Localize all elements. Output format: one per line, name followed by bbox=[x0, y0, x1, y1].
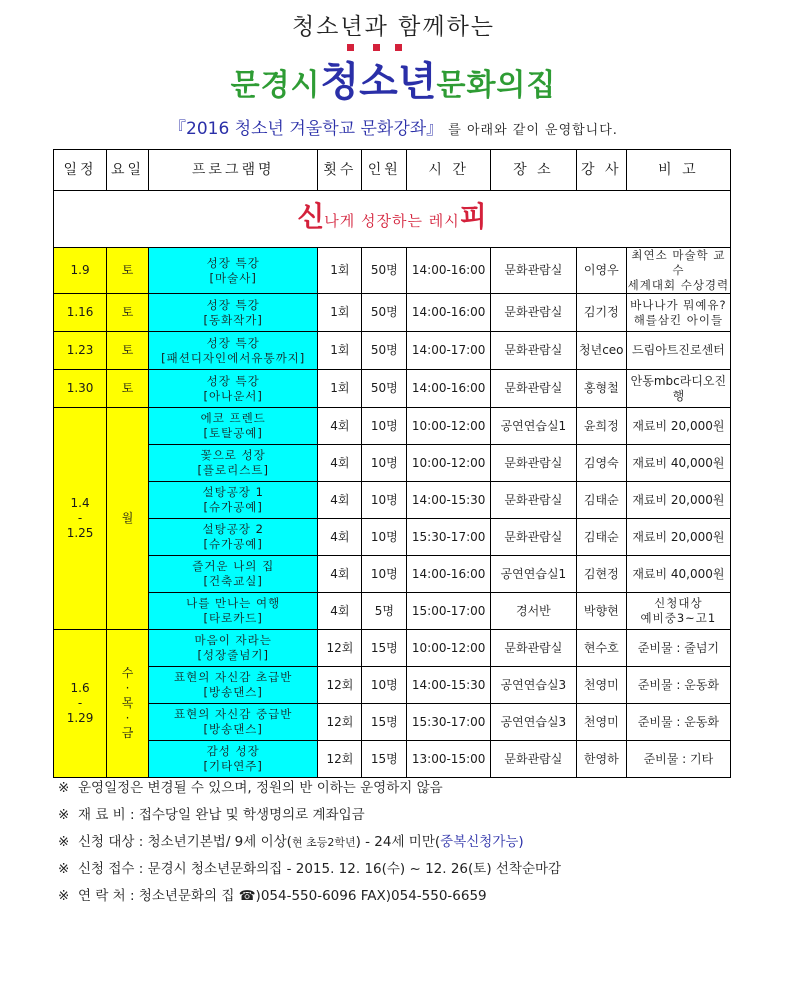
place-cell: 공연연습실3 bbox=[491, 667, 577, 704]
program-name: 마음이 자라는 bbox=[194, 633, 272, 647]
count-cell: 4회 bbox=[318, 556, 362, 593]
count-cell: 1회 bbox=[318, 248, 362, 294]
teacher-cell: 현수호 bbox=[576, 630, 626, 667]
logo-part-house: 문화의집 bbox=[436, 68, 557, 103]
program-cell bbox=[148, 408, 318, 445]
day-char: 목 bbox=[121, 696, 134, 710]
banner-big-1: 신 bbox=[297, 199, 325, 233]
program-sub: [방송댄스] bbox=[203, 722, 263, 736]
people-cell: 10명 bbox=[362, 556, 407, 593]
note-cell: 재료비 20,000원 bbox=[626, 482, 730, 519]
program-cell bbox=[148, 593, 318, 630]
place-cell: 문화관람실 bbox=[491, 519, 577, 556]
program-sub: [기타연주] bbox=[203, 759, 263, 773]
date-cell: 1.9 bbox=[54, 248, 107, 294]
program-name: 성장 특강 bbox=[206, 255, 260, 270]
date-cell: 1.23 bbox=[54, 332, 107, 370]
note-text-small: 현 초등2학년 bbox=[291, 836, 356, 849]
teacher-cell: 윤희정 bbox=[576, 408, 626, 445]
note-cell bbox=[626, 248, 730, 294]
program-cell bbox=[148, 482, 318, 519]
note-cell: 안동mbc라디오진행 bbox=[626, 370, 730, 408]
subtitle bbox=[0, 114, 787, 139]
note-schedule-change bbox=[58, 775, 778, 802]
place-cell: 문화관람실 bbox=[491, 630, 577, 667]
table-row bbox=[54, 630, 731, 667]
logo-dots bbox=[335, 44, 435, 54]
teacher-cell: 청년ceo bbox=[576, 332, 626, 370]
table-row bbox=[54, 445, 731, 482]
time-cell: 15:00-17:00 bbox=[407, 593, 491, 630]
teacher-cell: 김태순 bbox=[576, 519, 626, 556]
note-mark: ※ bbox=[58, 888, 70, 904]
program-sub: [토탈공예] bbox=[203, 426, 263, 440]
place-cell: 문화관람실 bbox=[491, 248, 577, 294]
program-cell bbox=[148, 248, 318, 294]
banner-row bbox=[54, 191, 731, 248]
people-cell: 50명 bbox=[362, 294, 407, 332]
table-row bbox=[54, 482, 731, 519]
time-cell: 10:00-12:00 bbox=[407, 445, 491, 482]
table-row bbox=[54, 741, 731, 778]
time-cell: 15:30-17:00 bbox=[407, 704, 491, 741]
col-header-people: 인원 bbox=[362, 150, 407, 191]
note-line-1: 바나나가 뭐예유? bbox=[630, 297, 727, 312]
subtitle-main: 『2016 청소년 겨울학교 문화강좌』 bbox=[169, 119, 444, 139]
note-text: ) - 24세 미만( bbox=[355, 834, 441, 850]
col-header-note: 비 고 bbox=[626, 150, 730, 191]
note-registration bbox=[58, 856, 778, 883]
people-cell: 50명 bbox=[362, 248, 407, 294]
day-cell: 토 bbox=[107, 332, 149, 370]
banner-small: 나게 성장하는 레시 bbox=[324, 211, 460, 230]
note-text: )054-550-6096 FAX)054-550-6659 bbox=[255, 888, 487, 904]
note-highlight: 중복신청가능 bbox=[440, 834, 519, 850]
place-cell: 공연연습실1 bbox=[491, 556, 577, 593]
count-cell: 4회 bbox=[318, 445, 362, 482]
count-cell: 4회 bbox=[318, 593, 362, 630]
time-cell: 14:00-16:00 bbox=[407, 556, 491, 593]
program-cell bbox=[148, 667, 318, 704]
col-header-teacher: 강 사 bbox=[576, 150, 626, 191]
teacher-cell: 천영미 bbox=[576, 667, 626, 704]
table-row bbox=[54, 667, 731, 704]
program-sub: [슈가공예] bbox=[203, 537, 263, 551]
people-cell: 10명 bbox=[362, 519, 407, 556]
teacher-cell: 김태순 bbox=[576, 482, 626, 519]
note-text: 재 료 비 : 접수당일 완납 및 학생명의로 계좌입금 bbox=[78, 807, 365, 823]
col-header-program: 프로그램명 bbox=[148, 150, 318, 191]
day-cell bbox=[107, 630, 149, 778]
time-cell: 14:00-15:30 bbox=[407, 667, 491, 704]
date-range-dash: - bbox=[77, 511, 83, 525]
schedule-table bbox=[53, 149, 731, 778]
day-char: · bbox=[125, 681, 130, 695]
date-range-start: 1.4 bbox=[70, 496, 90, 510]
table-row bbox=[54, 370, 731, 408]
place-cell: 문화관람실 bbox=[491, 370, 577, 408]
day-char: 수 bbox=[121, 666, 134, 680]
people-cell: 15명 bbox=[362, 704, 407, 741]
program-cell bbox=[148, 370, 318, 408]
count-cell: 1회 bbox=[318, 294, 362, 332]
note-text: ) bbox=[518, 834, 524, 850]
banner-cell bbox=[54, 191, 731, 248]
program-cell bbox=[148, 704, 318, 741]
people-cell: 5명 bbox=[362, 593, 407, 630]
count-cell: 12회 bbox=[318, 667, 362, 704]
note-mark: ※ bbox=[58, 834, 70, 850]
date-range-start: 1.6 bbox=[70, 681, 90, 695]
program-name: 에코 프렌드 bbox=[200, 411, 266, 425]
program-sub: [성장줄넘기] bbox=[197, 648, 269, 662]
program-cell bbox=[148, 294, 318, 332]
count-cell: 1회 bbox=[318, 370, 362, 408]
program-sub: [방송댄스] bbox=[203, 685, 263, 699]
program-name: 성장 특강 bbox=[206, 335, 260, 350]
note-cell: 재료비 20,000원 bbox=[626, 408, 730, 445]
note-eligibility bbox=[58, 829, 778, 856]
note-cell: 준비물 : 운동화 bbox=[626, 667, 730, 704]
teacher-cell: 한영하 bbox=[576, 741, 626, 778]
telephone-icon: ☎ bbox=[238, 888, 256, 904]
time-cell: 10:00-12:00 bbox=[407, 408, 491, 445]
note-text: 연 락 처 : 청소년문화의 집 bbox=[78, 888, 239, 904]
banner-big-2: 피 bbox=[459, 199, 487, 233]
program-name: 성장 특강 bbox=[206, 373, 260, 388]
count-cell: 12회 bbox=[318, 704, 362, 741]
table-row bbox=[54, 332, 731, 370]
time-cell: 14:00-16:00 bbox=[407, 294, 491, 332]
people-cell: 10명 bbox=[362, 445, 407, 482]
note-material-fee bbox=[58, 802, 778, 829]
table-row bbox=[54, 248, 731, 294]
table-row bbox=[54, 556, 731, 593]
logo bbox=[0, 50, 787, 105]
subtitle-rest: 를 아래와 같이 운영합니다. bbox=[448, 123, 618, 138]
note-text: 신청 대상 : 청소년기본법/ 9세 이상( bbox=[78, 834, 292, 850]
note-cell: 드림아트진로센터 bbox=[626, 332, 730, 370]
notes-section bbox=[58, 775, 778, 910]
teacher-cell: 김기정 bbox=[576, 294, 626, 332]
people-cell: 10명 bbox=[362, 482, 407, 519]
count-cell: 4회 bbox=[318, 519, 362, 556]
note-line-2: 예비중3~고1 bbox=[640, 611, 717, 625]
note-text: 운영일정은 변경될 수 있으며, 정원의 반 이하는 운영하지 않음 bbox=[78, 780, 443, 796]
program-name: 설탕공장 2 bbox=[202, 522, 264, 536]
count-cell: 12회 bbox=[318, 741, 362, 778]
program-sub: [플로리스트] bbox=[197, 463, 269, 477]
col-header-place: 장 소 bbox=[491, 150, 577, 191]
date-cell: 1.16 bbox=[54, 294, 107, 332]
note-cell: 준비물 : 운동화 bbox=[626, 704, 730, 741]
place-cell: 문화관람실 bbox=[491, 741, 577, 778]
page-top-title: 청소년과 함께하는 bbox=[291, 14, 496, 40]
program-sub: [패션디자인에서유통까지] bbox=[161, 350, 306, 365]
note-mark: ※ bbox=[58, 807, 70, 823]
time-cell: 14:00-17:00 bbox=[407, 332, 491, 370]
teacher-cell: 김영숙 bbox=[576, 445, 626, 482]
program-name: 설탕공장 1 bbox=[202, 485, 264, 499]
note-cell: 준비물 : 줄넘기 bbox=[626, 630, 730, 667]
people-cell: 10명 bbox=[362, 408, 407, 445]
note-cell: 준비물 : 기타 bbox=[626, 741, 730, 778]
note-line-2: 세계대회 수상경력 bbox=[627, 278, 730, 292]
place-cell: 문화관람실 bbox=[491, 294, 577, 332]
teacher-cell: 천영미 bbox=[576, 704, 626, 741]
note-cell: 재료비 40,000원 bbox=[626, 556, 730, 593]
table-row bbox=[54, 519, 731, 556]
teacher-cell: 홍형철 bbox=[576, 370, 626, 408]
count-cell: 4회 bbox=[318, 408, 362, 445]
people-cell: 10명 bbox=[362, 667, 407, 704]
table-row bbox=[54, 593, 731, 630]
program-cell bbox=[148, 445, 318, 482]
place-cell: 경서반 bbox=[491, 593, 577, 630]
col-header-day: 요일 bbox=[107, 150, 149, 191]
day-char: · bbox=[125, 711, 130, 725]
table-row bbox=[54, 408, 731, 445]
program-name: 표현의 자신감 중급반 bbox=[174, 707, 293, 721]
count-cell: 12회 bbox=[318, 630, 362, 667]
program-sub: [아나운서] bbox=[203, 388, 263, 403]
note-cell: 재료비 40,000원 bbox=[626, 445, 730, 482]
time-cell: 10:00-12:00 bbox=[407, 630, 491, 667]
program-sub: [동화작가] bbox=[203, 312, 263, 327]
note-text: 신청 접수 : 문경시 청소년문화의집 - 2015. 12. 16(수) ~ 12. 26(토) 선착순마감 bbox=[78, 861, 562, 877]
place-cell: 공연연습실1 bbox=[491, 408, 577, 445]
count-cell: 1회 bbox=[318, 332, 362, 370]
teacher-cell: 김현정 bbox=[576, 556, 626, 593]
col-header-count: 횟수 bbox=[318, 150, 362, 191]
program-sub: [건축교실] bbox=[203, 574, 263, 588]
time-cell: 13:00-15:00 bbox=[407, 741, 491, 778]
col-header-date: 일정 bbox=[54, 150, 107, 191]
place-cell: 문화관람실 bbox=[491, 445, 577, 482]
program-cell bbox=[148, 741, 318, 778]
program-cell bbox=[148, 519, 318, 556]
table-row bbox=[54, 704, 731, 741]
program-name: 즐거운 나의 집 bbox=[192, 559, 275, 573]
program-name: 꽃으로 성장 bbox=[200, 448, 266, 462]
note-line-1: 최연소 마술학 교수 bbox=[631, 248, 726, 277]
note-cell: 재료비 20,000원 bbox=[626, 519, 730, 556]
program-name: 성장 특강 bbox=[206, 297, 260, 312]
program-sub: [마술사] bbox=[209, 270, 257, 285]
people-cell: 15명 bbox=[362, 741, 407, 778]
logo-part-city: 문경시 bbox=[230, 68, 321, 103]
header-row bbox=[54, 150, 731, 191]
place-cell: 문화관람실 bbox=[491, 482, 577, 519]
col-header-time: 시 간 bbox=[407, 150, 491, 191]
date-range-cell bbox=[54, 630, 107, 778]
time-cell: 15:30-17:00 bbox=[407, 519, 491, 556]
date-range-end: 1.29 bbox=[66, 711, 94, 725]
day-cell: 월 bbox=[107, 408, 149, 630]
note-line-1: 신청대상 bbox=[654, 596, 703, 610]
time-cell: 14:00-15:30 bbox=[407, 482, 491, 519]
date-range-end: 1.25 bbox=[66, 526, 94, 540]
date-range-cell bbox=[54, 408, 107, 630]
note-mark: ※ bbox=[58, 780, 70, 796]
people-cell: 50명 bbox=[362, 370, 407, 408]
program-sub: [슈가공예] bbox=[203, 500, 263, 514]
place-cell: 문화관람실 bbox=[491, 332, 577, 370]
program-sub: [타로카드] bbox=[203, 611, 263, 625]
day-cell: 토 bbox=[107, 294, 149, 332]
note-contact bbox=[58, 883, 778, 910]
note-cell bbox=[626, 294, 730, 332]
teacher-cell: 이영우 bbox=[576, 248, 626, 294]
people-cell: 15명 bbox=[362, 630, 407, 667]
program-name: 표현의 자신감 초급반 bbox=[174, 670, 293, 684]
time-cell: 14:00-16:00 bbox=[407, 370, 491, 408]
day-cell: 토 bbox=[107, 370, 149, 408]
teacher-cell: 박향현 bbox=[576, 593, 626, 630]
people-cell: 50명 bbox=[362, 332, 407, 370]
date-range-dash: - bbox=[77, 696, 83, 710]
note-cell bbox=[626, 593, 730, 630]
program-name: 감성 성장 bbox=[206, 744, 260, 758]
time-cell: 14:00-16:00 bbox=[407, 248, 491, 294]
note-line-2: 해를삼킨 아이들 bbox=[633, 312, 724, 327]
program-cell bbox=[148, 556, 318, 593]
program-cell bbox=[148, 630, 318, 667]
note-mark: ※ bbox=[58, 861, 70, 877]
day-cell: 토 bbox=[107, 248, 149, 294]
count-cell: 4회 bbox=[318, 482, 362, 519]
table-row bbox=[54, 294, 731, 332]
place-cell: 공연연습실3 bbox=[491, 704, 577, 741]
day-char: 금 bbox=[121, 726, 134, 740]
date-cell: 1.30 bbox=[54, 370, 107, 408]
program-cell bbox=[148, 332, 318, 370]
logo-part-youth: 청소년 bbox=[320, 59, 437, 105]
program-name: 나를 만나는 여행 bbox=[186, 596, 281, 610]
